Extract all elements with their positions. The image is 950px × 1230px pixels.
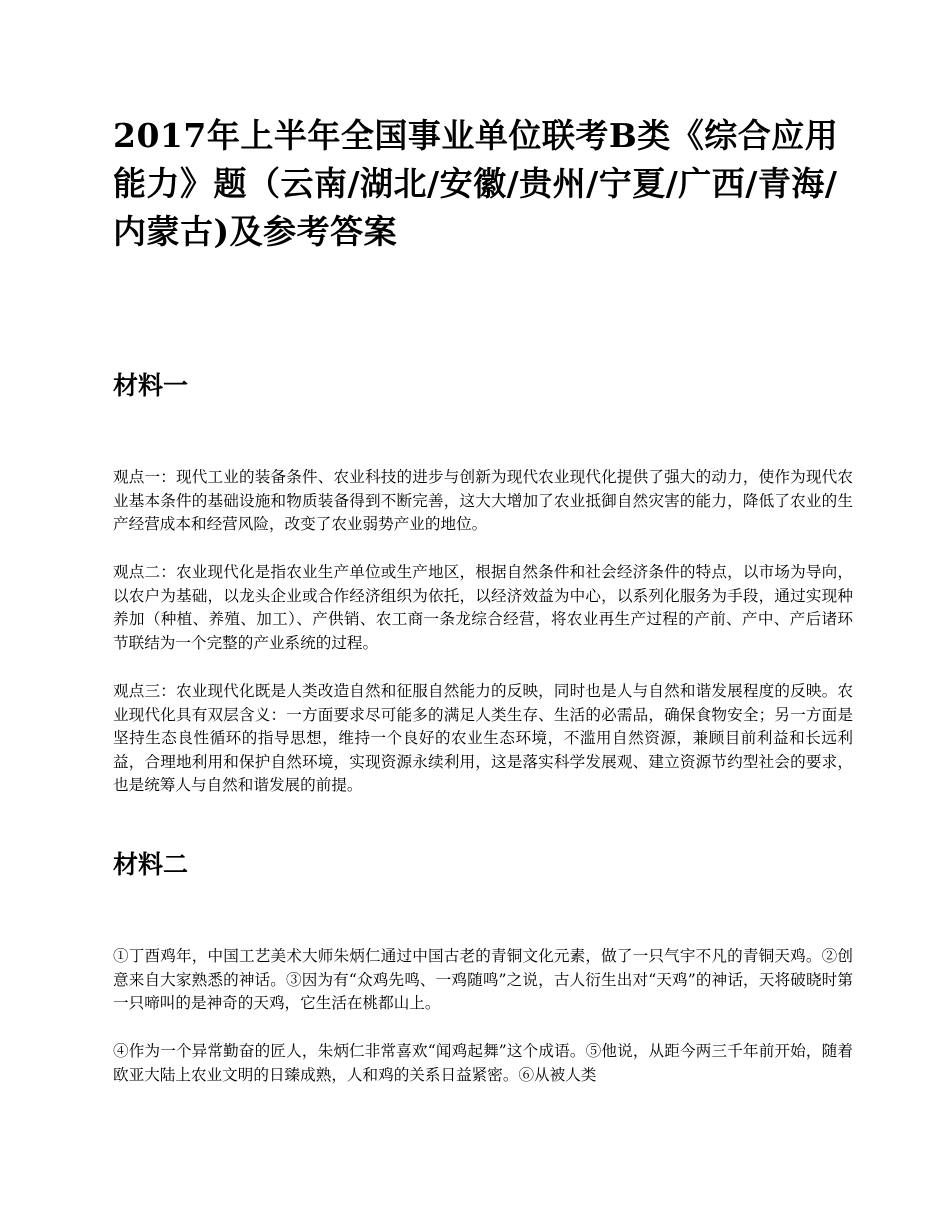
material-2-heading: 材料二 <box>113 850 189 879</box>
material-1-paragraph-2: 观点二：农业现代化是指农业生产单位或生产地区，根据自然条件和社会经济条件的特点，以市场为导向，以农户为基础，以龙头企业或合作经济组织为依托，以经济效益为中心，以系列化服务为手段，通过实现种养加（种植、养殖、加工）、产供销、农工商一条龙综合经营，将农业再生产过程的产前、产中、产后诸环节联结为一个完整的产业系统的过程。 <box>113 563 853 652</box>
document-title: 2017年上半年全国事业单位联考B类《综合应用能力》题（云南/湖北/安徽/贵州/宁夏/广西/青海/内蒙古)及参考答案 <box>113 116 839 251</box>
material-2-paragraph-2: ④作为一个异常勤奋的匠人，朱炳仁非常喜欢“闻鸡起舞”这个成语。⑤他说，从距今两三千年前开始，随着欧亚大陆上农业文明的日臻成熟，人和鸡的关系日益紧密。⑥从被人类 <box>113 1042 853 1084</box>
material-1-heading: 材料一 <box>113 371 189 400</box>
material-1-paragraph-3: 观点三：农业现代化既是人类改造自然和征服自然能力的反映，同时也是人与自然和谐发展程度的反映。农业现代化具有双层含义：一方面要求尽可能多的满足人类生存、生活的必需品，确保食物安全；另一方面是坚持生态良性循环的指导思想，维持一个良好的农业生态环境，不滥用自然资源，兼顾目前利益和长远利益，合理地利用和保护自然环境，实现资源永续利用，这是落实科学发展观、建立资源节约型社会的要求，也是统筹人与自然和谐发展的前提。 <box>113 682 853 795</box>
material-2-paragraph-1: ①丁酉鸡年，中国工艺美术大师朱炳仁通过中国古老的青铜文化元素，做了一只气宇不凡的青铜天鸡。②创意来自大家熟悉的神话。③因为有“众鸡先鸣、一鸡随鸣”之说，古人衍生出对“天鸡”的神话，天将破晓时第一只啼叫的是神奇的天鸡，它生活在桃都山上。 <box>113 947 853 1013</box>
material-1-paragraph-1: 观点一：现代工业的装备条件、农业科技的进步与创新为现代农业现代化提供了强大的动力，使作为现代农业基本条件的基础设施和物质装备得到不断完善，这大大增加了农业抵御自然灾害的能力，降低了农业的生产经营成本和经营风险，改变了农业弱势产业的地位。 <box>113 468 853 534</box>
